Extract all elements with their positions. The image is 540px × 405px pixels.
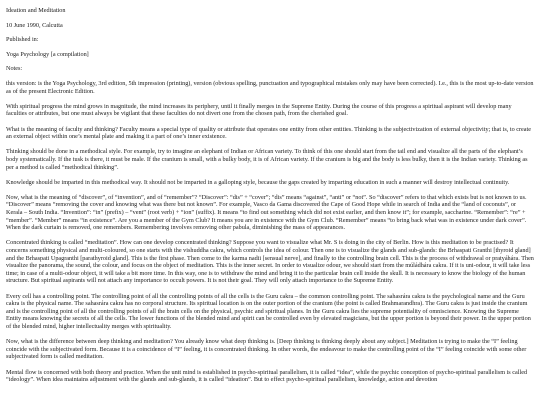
paragraph-spiritual-progress: With spiritual progress the mind grows in magnitude, the mind increases its periphery, until it finally merges in the Supreme Entity. During the course of this progress a spiritual aspirant will develop many faculties or attributes, but one must always be vigilant that these faculties do not divert one from the chosen path, from the cherished goal. [6,102,512,118]
publication-name: Yoga Psychology [a compilation] [6,50,89,58]
published-in-label: Published in: [6,36,39,44]
paragraph-concentrated-thinking: Concentrated thinking is called “meditation”. How can one develop concentrated thinking? Suppose you want to visualize what Mr. S is doing in the city of Berlin. How is this meditation to be practised? It concerns something physical and multi-coloured, so one starts with the vishuddha cakra, which controls the idea of colour. Then one is to visualize the glands and sub-glands: the Brhaspati Granthi [thyroid gland] and the Brhaspati Upagranthi [parathyroid gland]. This is the first phase. Then come to the karma nadii [sensual nerve], and finally to the controlling brain cell. This is the process of withdrawal or pratyáhára. Then visualize the panorama, the sound, the colour, and focus on the object of meditation. This is the inner secret. In order to visualize odour, we should start from the múládhára cakra. If it is uni-odour, it will take less time; in case of a multi-odour object, it will take a bit more time. In this way, one is to withdraw the mind and bring it to the particular brain cell inside the skull. It is necessary to know the biology of the human structure. But spiritual aspirants will not attach any importance to occult powers. It is not their goal. They will only attach importance to the Supreme Entity. [6,239,534,285]
notes-label: Notes: [6,65,23,73]
paragraph-faculty-thinking: What is the meaning of faculty and thinking? Faculty means a special type of quality or attribute that operates one entity from other entities. Thinking is the subjectivization of external objectivity; that is, to create an external object within one’s mental plate and making it a part of one’s inner existence. [6,125,531,141]
paragraph-version-note: this version: is the Yoga Psychology, 3rd edition, 5th impression (printing), version (obvious spelling, punctuation and typographical mistakes only may have been corrected). I.e., this is the most up-to-date version as of the present Electronic Edition. [6,79,534,95]
paragraph-deep-thinking-meditation: Now, what is the difference between deep thinking and meditation? You already know what deep thinking is. [Deep thinking is thinking deeply about any subject.] Meditation is trying to make the “I” feeling coincide with the subjectivated form. Because it is a coincidence of “I” feeling, it is concentrated thinking. In other words, the endeavour to make the controlling point of the “I” feeling coincide with some other subjectivated form is called meditation. [6,338,527,361]
paragraph-mental-flow: Mental flow is concerned with both theory and practice. When the unit mind is established in psycho-spiritual parallelism, it is called “idea”, while the psychic conception of psycho-spiritual parallelism is called “ideology”. When idea maintains adjustment with the glands and sub-glands, it is called “ideation”. But to effect psycho-spiritual parallelism, knowledge, action and devotion [6,368,528,384]
paragraph-knowledge: Knowledge should be imparted in this methodical way. It should not be imparted in a galloping style, because the gaps created by imparting education in such a manner will destroy intellectual continuity. [6,178,510,186]
date-place: 10 June 1990, Calcutta [6,21,63,29]
document-title: Ideation and Meditation [6,7,66,14]
paragraph-methodical-thinking: Thinking should be done in a methodical style. For example, try to imagine an elephant of Indian or African variety. To think of this one should start from the tail end and visualize all the parts of the elephant’s body systematically. If the tusk is there, it must be male. If the cranium is small, with a bulky body, it is of African variety. If the cranium is big and the body is less bulky, then it is the Indian variety. Thinking as per a method is called “methodical thinking”. [6,148,528,171]
paragraph-controlling-point: Every cell has a controlling point. The controlling point of all the controlling points of all the cells is the Guru cakra – the common controlling point. The sahasrára cakra is the psychological name and the Guru cakra is the physical name. The sahasrára cakra has no corporal structure. Its spiritual location is on the outer portion of the cranium (the point is called Brahmarandhra). The Guru cakra is just inside the cranium and is the controlling point of all the controlling points of all the brain cells on the physical, psychic and spiritual planes. In the Guru cakra lies the supreme potentiality of omniscience. Knowing the Supreme Entity means knowing the secrets of all the cells. The lower functions of the blended mind and spirit can be controlled even by elevated magicians, but the upper portion is beyond their power. In the upper portion of the blended mind, higher intellectuality merges with spirituality. [6,292,531,330]
paragraph-discover-invention-remember: Now, what is the meaning of “discover”, of “invention”, and of “remember”? “Discover”: “dis” + “cover”; “dis” means “against”, “anti” or “not”. So “discover” refers to that which exists but is not known to us. “Discover” means “removing the cover and knowing what was there but not known”. For example, Vasco da Gama discovered the Cape of Good Hope while in search of India and the “land of coconuts”, or Kerala – South India. “Invention”: “in” (prefix) – “vent” (root verb) + “ion” (suffix). It means “to find out something which did not exist earlier, and then know it”; for example, saccharine. “Remember”: “re” + “member”. “Member” means “in existence”. Are you a member of the Gym Club? It means you are in existence with the Gym Club. “Remember” means “to bring back what was in existence under dark cover”. When the dark curtain is removed, one remembers. Remembering involves removing other pabula, diminishing the mass of appearances. [6,193,527,232]
